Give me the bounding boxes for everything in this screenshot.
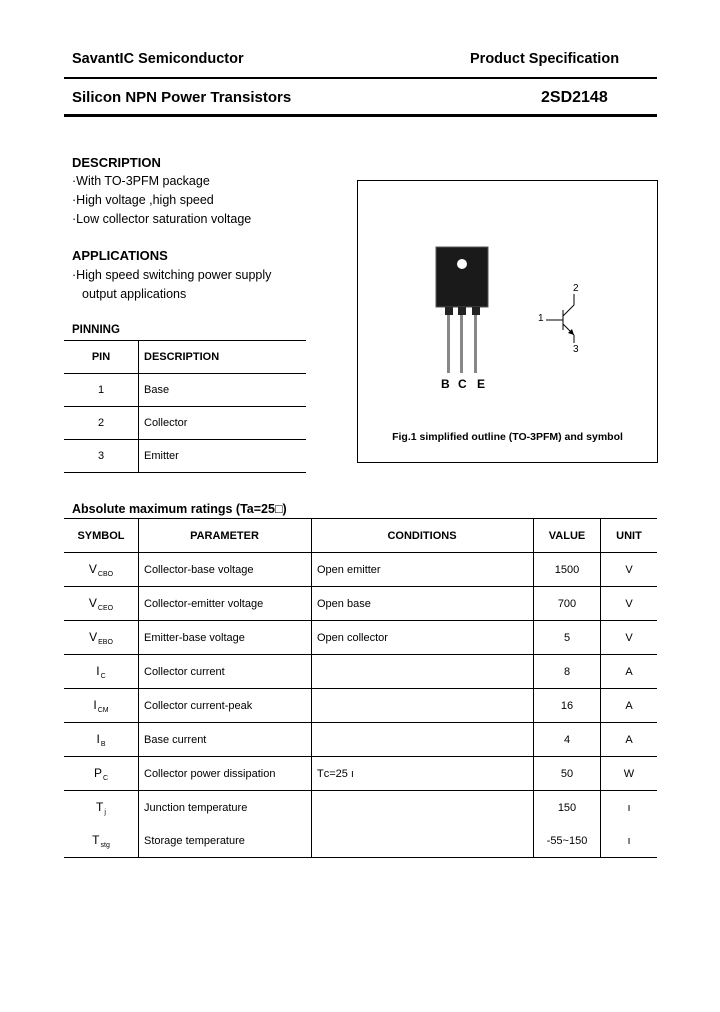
rating-parameter: Collector current-peak <box>139 689 312 723</box>
rating-value: 8 <box>534 655 601 689</box>
table-row <box>64 757 657 791</box>
parameter-column-header: PARAMETER <box>139 519 312 553</box>
document-type: Product Specification <box>470 51 620 67</box>
symbol-column-header: SYMBOL <box>64 519 139 553</box>
base-lead <box>447 315 450 373</box>
rating-symbol <box>64 757 139 791</box>
pinning-heading: PINNING <box>72 324 120 336</box>
rating-value: 4 <box>534 723 601 757</box>
rating-conditions <box>312 824 534 858</box>
description-heading: DESCRIPTION <box>72 155 161 170</box>
table-row <box>64 587 657 621</box>
symbol-pin-3: 3 <box>573 344 579 355</box>
rating-conditions: Open base <box>312 587 534 621</box>
ratings-table <box>64 518 657 858</box>
package-outline-drawing <box>358 181 657 462</box>
applications-list <box>72 266 271 304</box>
rating-value: 5 <box>534 621 601 655</box>
rating-conditions <box>312 791 534 825</box>
rating-symbol <box>64 689 139 723</box>
table-row <box>64 407 306 440</box>
rating-value: 16 <box>534 689 601 723</box>
rating-unit: A <box>625 699 633 712</box>
rating-parameter: Collector current <box>139 655 312 689</box>
pin-description: Collector <box>144 417 188 429</box>
company-name: SavantIC Semiconductor <box>72 51 244 67</box>
symbol-letter: V <box>89 629 98 644</box>
conditions-column-header: CONDITIONS <box>312 519 534 553</box>
rating-value: 50 <box>534 757 601 791</box>
symbol-letter: V <box>88 595 97 610</box>
rating-unit: V <box>625 597 633 610</box>
rating-unit: A <box>625 733 633 746</box>
symbol-subscript: CM <box>97 706 109 714</box>
symbol-subscript: C <box>102 774 109 782</box>
rating-value: 150 <box>534 791 601 825</box>
figure-box <box>357 180 658 463</box>
symbol-subscript: EBO <box>98 638 113 646</box>
figure-caption: Fig.1 simplified outline (TO-3PFM) and symbol <box>392 431 623 443</box>
mounting-hole <box>457 259 467 269</box>
rating-conditions: Open emitter <box>312 553 534 587</box>
rating-unit: ı <box>627 834 631 847</box>
table-row <box>64 621 657 655</box>
rating-conditions: Tᴄ=25 ı <box>312 757 534 791</box>
rating-conditions <box>312 723 534 757</box>
table-row <box>64 553 657 587</box>
rating-parameter: Base current <box>139 723 312 757</box>
table-row <box>64 374 306 407</box>
pin-letter-e: E <box>477 377 486 391</box>
symbol-letter: T <box>96 799 104 814</box>
symbol-pin-1: 1 <box>538 313 544 324</box>
rating-symbol <box>64 655 139 689</box>
rating-symbol <box>64 723 139 757</box>
rating-value: -55~150 <box>534 824 601 858</box>
rating-parameter: Collector-base voltage <box>139 553 312 587</box>
unit-column-header: UNIT <box>616 529 642 542</box>
rating-conditions <box>312 689 534 723</box>
rating-value: 1500 <box>534 553 601 587</box>
pin-description: Base <box>144 384 170 396</box>
symbol-subscript: CEO <box>97 604 114 612</box>
pin-description: Emitter <box>144 450 179 462</box>
table-row <box>64 689 657 723</box>
symbol-letter: P <box>93 765 102 780</box>
table-row <box>64 824 657 858</box>
product-title: Silicon NPN Power Transistors <box>72 89 292 106</box>
pin-number: 2 <box>64 407 139 440</box>
rating-parameter: Storage temperature <box>139 824 312 858</box>
symbol-letter: I <box>93 697 97 712</box>
description-item: ·Low collector saturation voltage <box>72 212 252 226</box>
symbol-letter: V <box>88 561 97 576</box>
description-column-header: DESCRIPTION <box>144 351 220 363</box>
rating-parameter: Collector power dissipation <box>139 757 312 791</box>
pin-number: 3 <box>64 440 139 473</box>
symbol-subscript: CBO <box>97 570 114 578</box>
pinning-table <box>64 340 306 473</box>
part-number: 2SD2148 <box>541 89 608 106</box>
rating-unit: A <box>625 665 633 678</box>
rating-symbol <box>64 621 139 655</box>
collector-lead <box>460 315 463 373</box>
applications-item: output applications <box>82 287 187 301</box>
pin-column-header: PIN <box>64 341 139 374</box>
rating-unit: ı <box>627 801 631 814</box>
rating-parameter: Junction temperature <box>139 791 312 825</box>
table-row <box>64 723 657 757</box>
symbol-letter: I <box>96 663 100 678</box>
pin-number: 1 <box>64 374 139 407</box>
header-rule-top <box>64 77 657 79</box>
description-list <box>72 172 251 229</box>
rating-unit: V <box>625 631 633 644</box>
pinning-header-row <box>64 341 306 374</box>
symbol-letter: T <box>92 832 100 847</box>
symbol-subscript: B <box>100 740 106 748</box>
table-row <box>64 791 657 825</box>
pin-letter-b: B <box>441 377 450 391</box>
rating-parameter: Emitter-base voltage <box>139 621 312 655</box>
table-row <box>64 440 306 473</box>
pin-letter-c: C <box>458 377 467 391</box>
rating-unit: W <box>623 767 635 780</box>
rating-symbol <box>64 824 139 858</box>
description-item: ·High voltage ,high speed <box>72 193 214 207</box>
rating-parameter: Collector-emitter voltage <box>139 587 312 621</box>
symbol-subscript: C <box>100 672 106 680</box>
rating-unit: V <box>625 563 633 576</box>
rating-symbol <box>64 553 139 587</box>
package-body <box>436 247 488 307</box>
rating-symbol <box>64 791 139 825</box>
header-rule-bottom <box>64 114 657 117</box>
applications-heading: APPLICATIONS <box>72 248 168 263</box>
symbol-pin-2: 2 <box>573 283 579 294</box>
description-item: ·With TO-3PFM package <box>72 174 210 188</box>
table-row <box>64 655 657 689</box>
value-column-header: VALUE <box>534 519 601 553</box>
applications-item: ·High speed switching power supply <box>72 268 272 282</box>
rating-value: 700 <box>534 587 601 621</box>
symbol-letter: I <box>96 731 100 746</box>
rating-conditions: Open collector <box>312 621 534 655</box>
rating-symbol <box>64 587 139 621</box>
ratings-heading: Absolute maximum ratings (Ta=25□) <box>72 502 287 516</box>
symbol-subscript: stg <box>100 841 110 849</box>
symbol-subscript: j <box>104 808 106 816</box>
npn-transistor-symbol <box>546 294 574 343</box>
rating-conditions <box>312 655 534 689</box>
ratings-header-row <box>64 519 657 553</box>
emitter-lead <box>474 315 477 373</box>
